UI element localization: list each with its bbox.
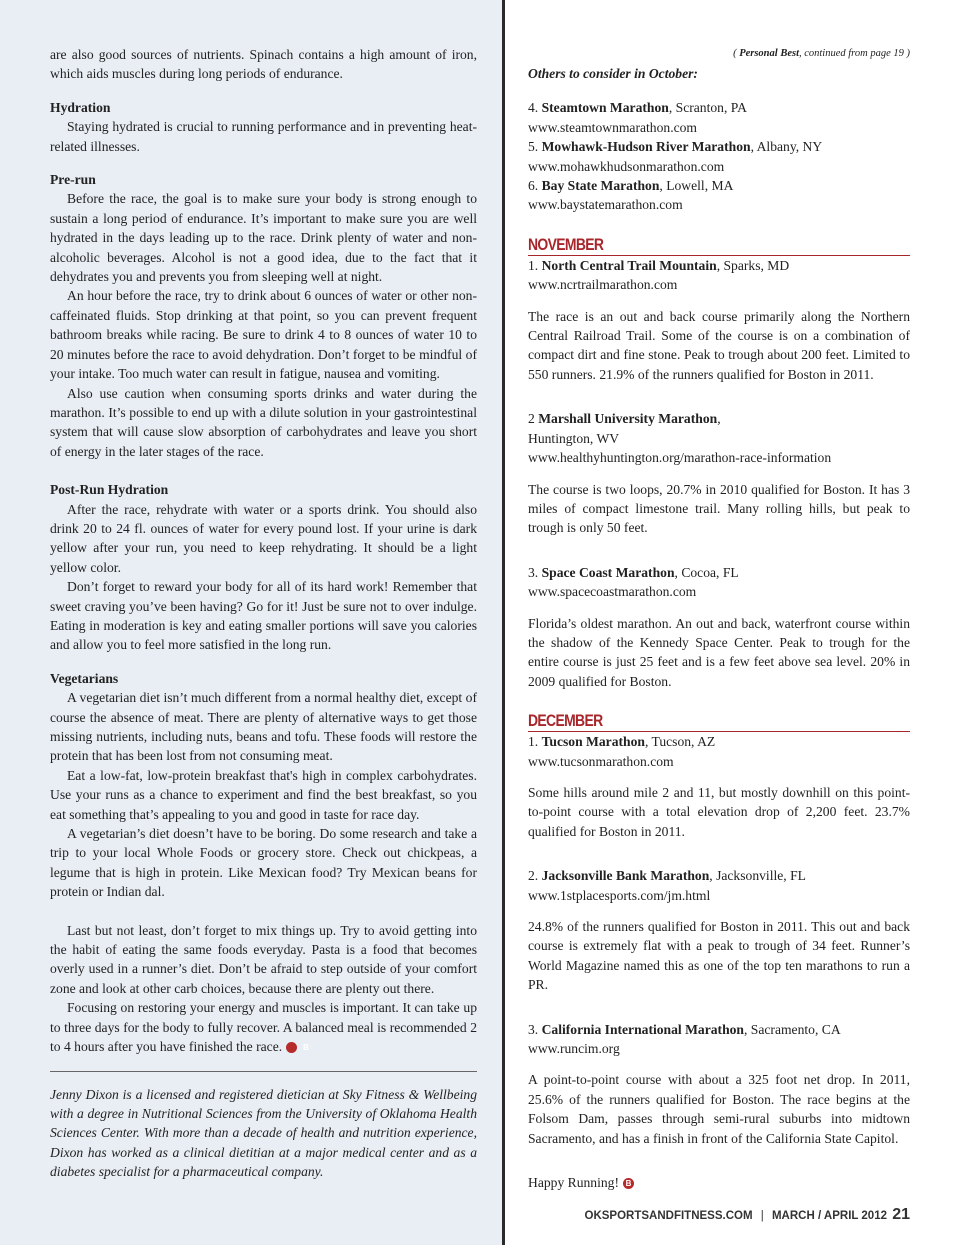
marathon-url[interactable]: www.steamtownmarathon.com bbox=[528, 119, 697, 135]
list-item bbox=[528, 409, 910, 537]
marathon-description: The course is two loops, 20.7% in 2010 qualified for Boston. It has 3 miles of compact limestone trail. Many rolling hills, but peak to trough is only 50 feet. bbox=[528, 481, 910, 536]
marathon-location: , Tucson, AZ bbox=[644, 734, 716, 750]
list-item bbox=[528, 137, 910, 176]
december-heading: DECEMBER bbox=[528, 711, 603, 731]
page-footer bbox=[585, 1206, 910, 1224]
marathon-name: Jacksonville Bank Marathon bbox=[541, 868, 710, 884]
list-item bbox=[528, 866, 910, 994]
closing-paragraph-2 bbox=[50, 998, 477, 1056]
marathon-location: , Sacramento, CA bbox=[744, 1021, 841, 1037]
list-item bbox=[528, 1020, 910, 1148]
item-number: 6. bbox=[528, 178, 542, 194]
marathon-location: , Sparks, MD bbox=[716, 257, 790, 273]
page-number: 21 bbox=[892, 1206, 910, 1223]
list-item bbox=[528, 732, 910, 841]
footer-separator: | bbox=[760, 1210, 764, 1222]
list-item bbox=[528, 98, 910, 137]
november-header bbox=[528, 235, 910, 256]
vegetarians-paragraph-3: A vegetarian’s diet doesn’t have to be boring. Do some research and take a trip to your local Whole Foods or grocery store. Check out chickpeas, a legume that is high in protein. Like Mexican food? Try Mexican beans for protein or Indian dal. bbox=[50, 826, 477, 900]
postrun-heading: Post-Run Hydration bbox=[50, 482, 169, 498]
marathon-url[interactable]: www.tucsonmarathon.com bbox=[528, 753, 674, 769]
prerun-heading: Pre-run bbox=[50, 172, 96, 188]
hydration-paragraph: Staying hydrated is crucial to running performance and in preventing heat-related illnesses. bbox=[50, 119, 477, 154]
item-number: 1. bbox=[528, 734, 542, 750]
item-number: 2. bbox=[528, 868, 542, 884]
marathon-name: Steamtown Marathon bbox=[541, 100, 669, 116]
article-left-column bbox=[50, 45, 477, 1182]
prerun-paragraph-1: Before the race, the goal is to make sure your body is strong enough to sustain a long period of endurance. It’s important to make sure you are well hydrated in the days leading up to the race. Drink plenty of water and non-alcoholic beverages. Alcohol is not a good idea, due to the fact that it dehydrates you and prevents you from sleeping well at night. bbox=[50, 191, 477, 285]
end-mark-icon: B bbox=[286, 1042, 297, 1053]
marathon-location: , Jacksonville, FL bbox=[709, 868, 806, 884]
item-number: 5. bbox=[528, 139, 542, 155]
item-number: 4. bbox=[528, 100, 542, 116]
marathon-url[interactable]: www.runcim.org bbox=[528, 1041, 620, 1057]
marathon-description: A point-to-point course with about a 325 foot net drop. In 2011, 25.6% of the runners qualified for Boston. The race begins at the Folsom Dam, passes through semi-rural suburbs into midtown Sacramento, and has a finish in front of the California State Capitol. bbox=[528, 1072, 910, 1146]
december-header bbox=[528, 711, 910, 732]
article-right-column bbox=[528, 47, 910, 1192]
marathon-description: Florida’s oldest marathon. An out and back, waterfront course within the shadow of the Kennedy Space Center. Peak to trough for the entire course is just 25 feet and is a few feet above sea level. 20% in 2009 qualified for Boston. bbox=[528, 615, 910, 689]
item-number: 2 bbox=[528, 411, 539, 427]
marathon-description: Some hills around mile 2 and 11, but mostly downhill on this point-to-point course with a total elevation drop of 2,200 feet. 23.7% qualified for Boston in 2011. bbox=[528, 784, 910, 839]
item-number: 1. bbox=[528, 257, 542, 273]
marathon-url[interactable]: www.spacecoastmarathon.com bbox=[528, 584, 697, 600]
list-item bbox=[528, 256, 910, 384]
hydration-heading: Hydration bbox=[50, 99, 111, 115]
october-list bbox=[528, 98, 910, 214]
marathon-name: Tucson Marathon bbox=[541, 734, 645, 750]
vegetarians-paragraph-2: Eat a low-fat, low-protein breakfast that's high in complex carbohydrates. Use your runs as a chance to experiment and find the best breakfast, so you eat something that’s appealing to you and good in taste for race day. bbox=[50, 767, 477, 822]
marathon-location: , Albany, NY bbox=[750, 139, 823, 155]
vegetarians-paragraph-1: A vegetarian diet isn’t much different from a normal healthy diet, except of course the absence of meat. There are plenty of alternative ways to get those missing nutrients, including nuts, beans and tofu. These foods will restore the protein that has been lost from not consuming meat. bbox=[50, 690, 477, 764]
marathon-location-line: Huntington, WV bbox=[528, 430, 620, 446]
continued-title: Personal Best bbox=[739, 48, 799, 59]
footer-site[interactable]: OKSPORTSANDFITNESS.COM bbox=[584, 1210, 753, 1222]
item-number: 3. bbox=[528, 1021, 542, 1037]
vegetarians-heading: Vegetarians bbox=[50, 670, 119, 686]
november-list bbox=[528, 256, 910, 691]
column-divider bbox=[502, 0, 505, 1245]
list-item bbox=[528, 563, 910, 691]
intro-paragraph: are also good sources of nutrients. Spinach contains a high amount of iron, which aids muscles during long periods of endurance. bbox=[50, 47, 477, 82]
bio-divider bbox=[50, 1071, 477, 1072]
item-number: 3. bbox=[528, 564, 542, 580]
prerun-paragraph-3: Also use caution when consuming sports drinks and water during the marathon. It’s possible to end up with a dilute solution in your gastrointestinal system that will cause slow absorption of carbohydrates and leave you short of energy in the later stages of the race. bbox=[50, 385, 477, 459]
closing-paragraph-2-text: Focusing on restoring your energy and muscles is important. It can take up to three days for the body to fully recover. A balanced meal is recommended 2 to 4 hours after you have finished the race. bbox=[50, 1000, 477, 1055]
postrun-paragraph-2: Don’t forget to reward your body for all of its hard work! Remember that sweet craving you’ve been having? Go for it! Just be sure not to over indulge. Eating in moderation is key and eating smaller portions will save you calories and allow you to feel more satisfied in the long run. bbox=[50, 579, 477, 653]
footer-issue: MARCH / APRIL 2012 bbox=[771, 1210, 887, 1222]
list-item bbox=[528, 176, 910, 215]
marathon-location: , bbox=[717, 411, 721, 427]
marathon-name: Marshall University Marathon bbox=[538, 411, 718, 427]
marathon-url[interactable]: www.1stplacesports.com/jm.html bbox=[528, 887, 711, 903]
december-list bbox=[528, 732, 910, 1148]
closing-paragraph-1: Last but not least, don’t forget to mix things up. Try to avoid getting into the habit of eating the same foods everyday. Pasta is a food that becomes overly used in a runner’s diet. Don’t be afraid to step outside of your comfort zone and look at other carb choices, because there are plenty out there. bbox=[50, 922, 477, 996]
marathon-name: Space Coast Marathon bbox=[541, 564, 675, 580]
continued-note bbox=[528, 47, 910, 61]
marathon-location: , Lowell, MA bbox=[659, 178, 734, 194]
marathon-url[interactable]: www.baystatemarathon.com bbox=[528, 197, 683, 213]
marathon-description: 24.8% of the runners qualified for Boston in 2011. This out and back course is extremely flat with a peak to trough of 34 feet. Runner’s World Magazine named this as one of the top ten marathons to run a PR. bbox=[528, 919, 910, 993]
marathon-name: Bay State Marathon bbox=[541, 178, 660, 194]
marathon-url[interactable]: www.ncrtrailmarathon.com bbox=[528, 277, 678, 293]
marathon-location: , Scranton, PA bbox=[668, 100, 747, 116]
author-bio: Jenny Dixon is a licensed and registered dietician at Sky Fitness & Wellbeing with a degree in Nutritional Sciences from the University of Oklahoma Health Sciences Center. With more than a decade of health and nutrition experience, Dixon has worked as a clinical dietitian at a major medical center and as a diabetes specialist for a pharmaceutical company. bbox=[50, 1086, 477, 1180]
prerun-paragraph-2: An hour before the race, try to drink about 6 ounces of water or other non-caffeinated fluids. Stop drinking at that point, so you can prevent frequent bathroom breaks while racing. Be sure to drink 4 to 8 ounces of water 10 to 20 minutes before the race to avoid dehydration. Don’t forget to be mindful of your intake. Too much water can result in fatigue, nausea and vomiting. bbox=[50, 288, 477, 382]
november-heading: NOVEMBER bbox=[528, 234, 604, 254]
happy-running bbox=[528, 1173, 910, 1192]
others-heading: Others to consider in October: bbox=[528, 66, 698, 81]
marathon-url[interactable]: www.healthyhuntington.org/marathon-race-information bbox=[528, 450, 832, 466]
continued-rest: , continued from page 19 ) bbox=[798, 48, 910, 59]
marathon-description: The race is an out and back course primarily along the Northern Central Railroad Trail. Some of the course is on a combination of compact dirt and fine stone. Peak to trough about 200 feet. Limited to 550 runners. 21.9% of the runners qualified for Boston in 2011. bbox=[528, 308, 910, 382]
marathon-name: California International Marathon bbox=[541, 1021, 744, 1037]
end-mark-icon: B bbox=[623, 1178, 634, 1189]
continued-open: ( bbox=[733, 48, 740, 59]
marathon-url[interactable]: www.mohawkhudsonmarathon.com bbox=[528, 158, 725, 174]
closing-text: Happy Running! bbox=[528, 1175, 619, 1191]
postrun-paragraph-1: After the race, rehydrate with water or a sports drink. You should also drink 20 to 24 fl. ounces of water for every pound lost. If your urine is dark yellow after your run, you need to keep rehydrating. It should be a light yellow color. bbox=[50, 501, 477, 575]
marathon-name: Mowhawk-Hudson River Marathon bbox=[541, 139, 751, 155]
marathon-location: , Cocoa, FL bbox=[674, 564, 739, 580]
marathon-name: North Central Trail Mountain bbox=[541, 257, 717, 273]
